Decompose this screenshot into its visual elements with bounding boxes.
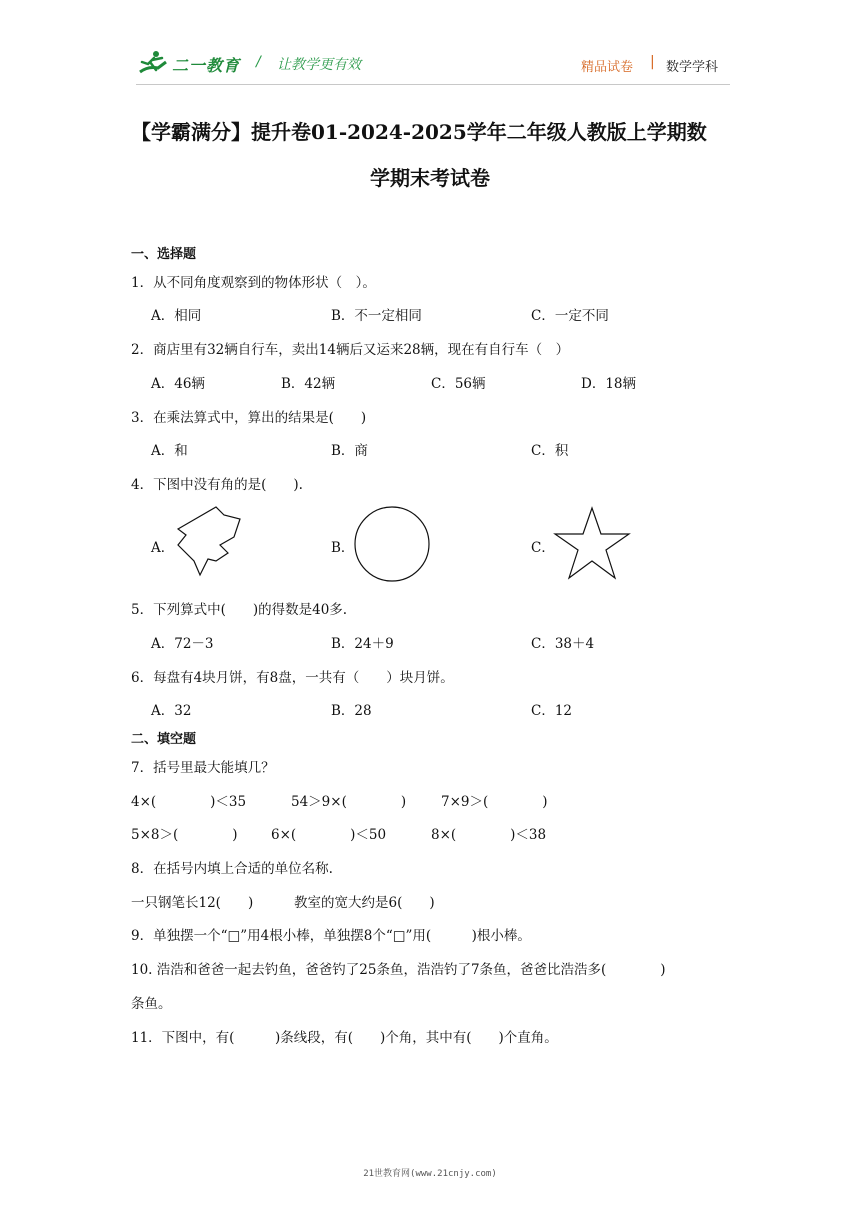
q2-option-b: B．42辆	[281, 376, 336, 392]
question-8: 8．在括号内填上合适的单位名称.	[131, 861, 333, 877]
question-6: 6．每盘有4块月饼，有8盘，一共有（ ）块月饼。	[131, 670, 454, 686]
q2-option-a: A．46辆	[151, 376, 205, 392]
question-5: 5．下列算式中( )的得数是40多.	[131, 602, 348, 618]
page-title-line2: 学期末考试卷	[370, 166, 490, 190]
q3-option-b: B．商	[331, 443, 368, 459]
q8-item-a: 一只钢笔长12( )	[131, 895, 254, 911]
q7-item-5: 6×( )＜50	[271, 827, 387, 843]
header-slogan: 让教学更有效	[277, 57, 361, 73]
q7-item-2: 54＞9×( )	[291, 794, 407, 810]
q5-option-c: C．38＋4	[531, 636, 595, 652]
question-10: 10. 浩浩和爸爸一起去钓鱼，爸爸钓了25条鱼，浩浩钓了7条鱼，爸爸比浩浩多( )	[131, 962, 666, 978]
q7-item-4: 5×8＞( )	[131, 827, 238, 843]
q7-item-3: 7×9＞( )	[441, 794, 548, 810]
q1-option-b: B．不一定相同	[331, 308, 422, 324]
q5-option-a: A．72－3	[151, 636, 214, 652]
question-9: 9．单独摆一个“□”用4根小棒，单独摆8个“□”用( )根小棒。	[131, 928, 531, 944]
page-footer: 21世教育网(www.21cnjy.com)	[363, 1169, 497, 1179]
q2-option-c: C．56辆	[431, 376, 486, 392]
question-11: 11．下图中，有( )条线段，有( )个角，其中有( )个直角。	[131, 1030, 558, 1046]
header-separator: |	[650, 54, 655, 70]
circle-figure	[353, 505, 431, 583]
q4-option-c: C．	[531, 540, 555, 556]
question-4: 4．下图中没有角的是( ).	[131, 477, 303, 493]
irregular-polygon-figure	[174, 505, 246, 577]
page-title-line1: 【学霸满分】提升卷01-2024-2025学年二年级人教版上学期数	[131, 120, 707, 144]
q6-option-b: B．28	[331, 703, 372, 719]
question-2: 2．商店里有32辆自行车，卖出14辆后又运来28辆，现在有自行车（ ）	[131, 342, 570, 358]
header-divider	[136, 84, 730, 85]
header-label-premium: 精品试卷	[581, 60, 634, 75]
q3-option-c: C．积	[531, 443, 569, 459]
brand-logo	[136, 48, 246, 78]
q6-option-c: C．12	[531, 703, 573, 719]
question-3: 3．在乘法算式中，算出的结果是( )	[131, 410, 367, 426]
question-10-continued: 条鱼。	[131, 996, 172, 1012]
q8-item-b: 教室的宽大约是6( )	[294, 895, 435, 911]
q4-option-a: A．	[151, 540, 175, 556]
runner-logo-icon	[136, 48, 170, 78]
q7-item-6: 8×( )＜38	[431, 827, 547, 843]
q3-option-a: A．和	[151, 443, 188, 459]
question-7: 7．括号里最大能填几？	[131, 760, 275, 776]
section-heading-choice: 一、选择题	[131, 247, 197, 262]
q1-option-a: A．相同	[151, 308, 202, 324]
header-label-subject: 数学学科	[666, 60, 719, 75]
q7-item-1: 4×( )＜35	[131, 794, 247, 810]
q2-option-d: D．18辆	[581, 376, 637, 392]
q1-option-c: C．一定不同	[531, 308, 609, 324]
q4-option-b: B．	[331, 540, 355, 556]
logo-text: 二一教育	[172, 56, 241, 75]
question-1: 1．从不同角度观察到的物体形状（ ）。	[131, 275, 376, 291]
header-slash: /	[256, 54, 261, 70]
star-figure	[553, 506, 631, 580]
q5-option-b: B．24＋9	[331, 636, 394, 652]
q6-option-a: A．32	[151, 703, 192, 719]
section-heading-fill: 二、填空题	[131, 732, 197, 747]
